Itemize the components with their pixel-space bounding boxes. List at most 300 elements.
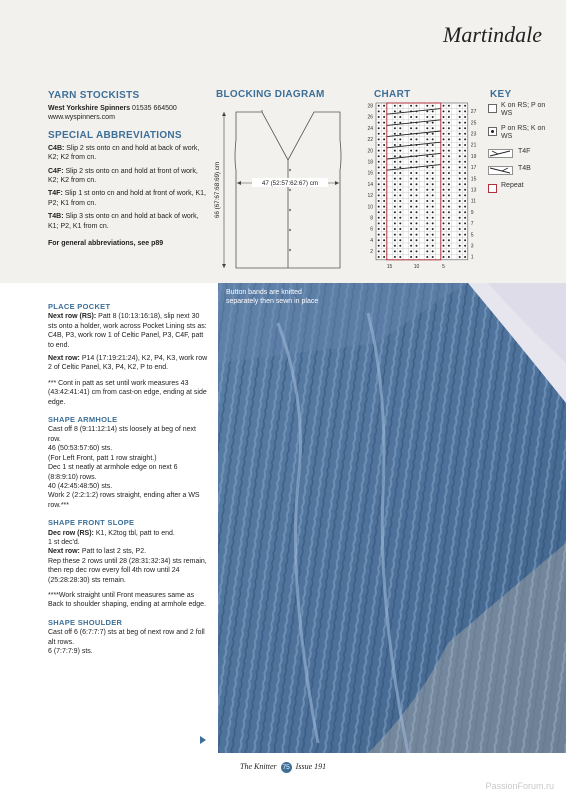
purl-dot — [378, 183, 380, 185]
chart-row-label: 8 — [370, 215, 373, 222]
purl-dot — [464, 172, 466, 174]
chart-row-label: 5 — [470, 232, 474, 239]
purl-dot — [410, 183, 412, 185]
purl-dot — [426, 194, 428, 196]
chart-row-label: 28 — [367, 103, 373, 110]
chart-row-label: 18 — [367, 159, 373, 166]
purl-dot — [383, 105, 385, 107]
purl-dot — [432, 200, 434, 202]
purl-dot — [394, 178, 396, 180]
purl-dot — [432, 122, 434, 124]
purl-dot — [394, 110, 396, 112]
purl-dot — [464, 228, 466, 230]
shape-front-slope-heading: SHAPE FRONT SLOPE — [48, 518, 135, 528]
purl-dot — [416, 178, 418, 180]
issue-number: Issue 191 — [295, 762, 327, 771]
chart-row-label: 10 — [367, 204, 373, 211]
chart-row-label: 1 — [470, 254, 474, 261]
purl-dot — [459, 122, 461, 124]
yarn-website[interactable]: www.wyspinners.com — [48, 114, 115, 122]
purl-dot — [416, 150, 418, 152]
purl-dot — [394, 172, 396, 174]
continue-arrow-icon — [200, 736, 206, 744]
purl-dot — [448, 217, 450, 219]
purl-dot — [448, 183, 450, 185]
purl-dot — [383, 211, 385, 213]
purl-dot — [378, 105, 380, 107]
purl-dot — [399, 250, 401, 252]
page-title: Martindale — [443, 22, 542, 47]
purl-dot — [383, 194, 385, 196]
purl-dot — [448, 172, 450, 174]
purl-dot — [464, 155, 466, 157]
purl-dot — [464, 234, 466, 236]
purl-dot — [443, 172, 445, 174]
chart-row-label: 14 — [367, 181, 373, 188]
purl-dot — [383, 110, 385, 112]
key-item-knit: K on RS; P on WS — [488, 102, 558, 120]
purl-dot — [464, 217, 466, 219]
purl-dot — [416, 127, 418, 129]
purl-dot — [432, 150, 434, 152]
purl-dot — [426, 239, 428, 241]
purl-dot — [416, 239, 418, 241]
purl-dot — [378, 200, 380, 202]
purl-dot — [426, 166, 428, 168]
purl-dot — [432, 110, 434, 112]
purl-dot — [426, 178, 428, 180]
purl-dot — [448, 166, 450, 168]
purl-dot — [416, 200, 418, 202]
purl-dot — [399, 189, 401, 191]
purl-dot — [426, 206, 428, 208]
height-label: 66 (67:67:68:69) cm — [214, 161, 221, 219]
purl-dot — [464, 194, 466, 196]
info-column — [48, 90, 208, 252]
chart-row-label: 26 — [367, 114, 373, 121]
purl-dot — [426, 200, 428, 202]
purl-dot — [378, 150, 380, 152]
purl-dot — [448, 250, 450, 252]
purl-dot — [394, 256, 396, 258]
purl-dot — [394, 222, 396, 224]
shape-armhole-heading: SHAPE ARMHOLE — [48, 415, 118, 425]
purl-dot — [426, 256, 428, 258]
purl-dot — [394, 200, 396, 202]
knit-fabric-photo — [218, 283, 566, 753]
purl-dot — [443, 194, 445, 196]
purl-dot — [426, 110, 428, 112]
purl-dot — [378, 122, 380, 124]
purl-dot — [432, 217, 434, 219]
purl-dot — [459, 217, 461, 219]
purl-dot — [464, 222, 466, 224]
purl-dot — [443, 122, 445, 124]
purl-dot — [432, 138, 434, 140]
purl-dot — [378, 116, 380, 118]
purl-dot — [459, 150, 461, 152]
purl-dot — [448, 105, 450, 107]
purl-dot — [410, 200, 412, 202]
purl-dot — [464, 183, 466, 185]
purl-dot — [410, 250, 412, 252]
purl-dot — [432, 161, 434, 163]
chart-row-label: 3 — [470, 243, 474, 250]
purl-dot — [378, 245, 380, 247]
purl-dot — [443, 256, 445, 258]
magazine-name: The Knitter — [240, 762, 277, 771]
purl-dot — [399, 217, 401, 219]
purl-dot — [448, 178, 450, 180]
purl-dot — [464, 138, 466, 140]
purl-dot — [426, 155, 428, 157]
purl-dot — [459, 183, 461, 185]
purl-dot — [443, 183, 445, 185]
purl-dot — [426, 250, 428, 252]
purl-dot — [410, 234, 412, 236]
purl-dot — [378, 189, 380, 191]
purl-dot — [410, 150, 412, 152]
purl-dot — [443, 222, 445, 224]
purl-dot — [394, 239, 396, 241]
purl-dot — [383, 138, 385, 140]
purl-dot — [448, 150, 450, 152]
purl-dot — [394, 228, 396, 230]
purl-dot — [464, 166, 466, 168]
purl-dot — [394, 166, 396, 168]
purl-dot — [426, 217, 428, 219]
purl-dot — [464, 150, 466, 152]
purl-dot — [432, 127, 434, 129]
purl-dot — [410, 138, 412, 140]
chart-row-label: 13 — [470, 187, 477, 194]
purl-dot — [410, 206, 412, 208]
purl-dot — [394, 133, 396, 135]
repeat-box-icon — [488, 184, 497, 193]
purl-dot — [378, 217, 380, 219]
purl-dot — [416, 222, 418, 224]
purl-dot — [416, 256, 418, 258]
purl-dot — [399, 211, 401, 213]
purl-dot — [459, 127, 461, 129]
purl-dot — [459, 206, 461, 208]
page-footer — [240, 762, 326, 773]
purl-dot — [459, 144, 461, 146]
purl-dot — [410, 161, 412, 163]
purl-dot — [448, 211, 450, 213]
t4f-cable-icon — [488, 148, 516, 160]
chart-col-label: 15 — [386, 263, 393, 270]
purl-dot — [416, 206, 418, 208]
purl-dot — [432, 172, 434, 174]
purl-dot — [443, 138, 445, 140]
purl-dot — [399, 133, 401, 135]
purl-dot — [432, 206, 434, 208]
purl-dot — [399, 110, 401, 112]
purl-dot — [426, 234, 428, 236]
chart-col-label: 5 — [442, 263, 445, 270]
purl-dot — [416, 217, 418, 219]
purl-dot — [378, 222, 380, 224]
purl-dot — [378, 206, 380, 208]
purl-dot — [464, 110, 466, 112]
blocking-heading: BLOCKING DIAGRAM — [216, 89, 325, 100]
purl-dot — [410, 116, 412, 118]
purl-dot — [432, 256, 434, 258]
purl-dot — [426, 122, 428, 124]
purl-dot — [464, 245, 466, 247]
purl-dot — [394, 161, 396, 163]
purl-dot — [399, 155, 401, 157]
purl-dot — [383, 166, 385, 168]
abbrev-item: T4F: Slip 1 st onto cn and hold at front of work, K1, P2; K1 from cn. — [48, 190, 206, 207]
purl-dot — [378, 250, 380, 252]
purl-dot — [394, 206, 396, 208]
purl-dot — [394, 116, 396, 118]
abbrev-heading: SPECIAL ABBREVIATIONS — [48, 129, 182, 141]
purl-dot — [378, 166, 380, 168]
purl-dot — [432, 105, 434, 107]
purl-dot — [459, 250, 461, 252]
purl-dot — [416, 228, 418, 230]
purl-dot — [459, 239, 461, 241]
purl-dot — [383, 178, 385, 180]
purl-dot — [443, 211, 445, 213]
purl-dot — [464, 239, 466, 241]
abbrev-item: T4B: Slip 3 sts onto cn and hold at back of work, K1; P2, K1 from cn. — [48, 213, 199, 230]
purl-dot — [383, 245, 385, 247]
purl-dot — [448, 144, 450, 146]
purl-dot — [426, 161, 428, 163]
purl-dot — [426, 133, 428, 135]
purl-dot — [394, 183, 396, 185]
purl-dot — [464, 250, 466, 252]
purl-dot — [443, 166, 445, 168]
chart-row-label: 16 — [367, 170, 373, 177]
purl-dot — [416, 245, 418, 247]
purl-dot — [459, 256, 461, 258]
purl-dot — [383, 172, 385, 174]
purl-dot — [426, 183, 428, 185]
purl-dot — [464, 256, 466, 258]
purl-dot — [399, 172, 401, 174]
purl-dot — [378, 228, 380, 230]
purl-dot — [426, 172, 428, 174]
purl-dot — [448, 206, 450, 208]
chart-row-label: 11 — [470, 198, 477, 205]
purl-dot — [410, 194, 412, 196]
blocking-diagram — [210, 100, 360, 275]
purl-dot — [443, 228, 445, 230]
purl-dot — [432, 189, 434, 191]
purl-dot — [399, 122, 401, 124]
purl-dot — [394, 245, 396, 247]
purl-dot — [432, 133, 434, 135]
photo-caption: Button bands are knitted separately then sewn in place — [226, 289, 319, 305]
purl-dot — [459, 245, 461, 247]
purl-dot — [416, 250, 418, 252]
purl-dot — [443, 161, 445, 163]
purl-dot — [383, 228, 385, 230]
purl-dot — [378, 161, 380, 163]
purl-dot — [432, 222, 434, 224]
purl-dot — [416, 194, 418, 196]
purl-dot — [459, 200, 461, 202]
chart-row-label: 15 — [470, 176, 477, 183]
purl-dot — [448, 155, 450, 157]
purl-dot — [394, 138, 396, 140]
chart-row-label: 2 — [370, 249, 373, 256]
purl-dot — [459, 222, 461, 224]
purl-dot — [399, 239, 401, 241]
purl-dot — [383, 206, 385, 208]
key-item-repeat: Repeat — [488, 182, 558, 194]
general-abbrev-note: For general abbreviations, see p89 — [48, 240, 164, 248]
purl-dot — [399, 138, 401, 140]
chart-key — [488, 102, 558, 199]
purl-dot — [383, 189, 385, 191]
purl-dot — [426, 222, 428, 224]
purl-dot — [459, 211, 461, 213]
chart-row-label: 4 — [370, 237, 373, 244]
chart-row-label: 19 — [470, 153, 477, 160]
purl-dot — [443, 116, 445, 118]
purl-dot — [383, 150, 385, 152]
purl-dot — [459, 194, 461, 196]
purl-dot — [459, 189, 461, 191]
yarn-heading: YARN STOCKISTS — [48, 90, 140, 101]
width-label: 47 (52:57:62:67) cm — [261, 180, 319, 187]
purl-dot — [464, 133, 466, 135]
purl-dot — [443, 189, 445, 191]
purl-dot — [394, 150, 396, 152]
purl-dot — [378, 256, 380, 258]
purl-dot — [459, 228, 461, 230]
purl-dot — [443, 150, 445, 152]
purl-dot — [459, 234, 461, 236]
shape-shoulder-heading: SHAPE SHOULDER — [48, 617, 123, 627]
purl-dot — [394, 234, 396, 236]
chart-row-label: 17 — [470, 165, 477, 172]
purl-dot — [464, 122, 466, 124]
purl-dot — [448, 116, 450, 118]
knitting-chart — [362, 100, 482, 278]
purl-dot — [448, 189, 450, 191]
purl-dot — [459, 110, 461, 112]
purl-dot — [416, 211, 418, 213]
chart-row-label: 6 — [370, 226, 373, 233]
purl-dot — [383, 116, 385, 118]
purl-dot — [410, 245, 412, 247]
purl-dot — [426, 211, 428, 213]
purl-dot — [448, 200, 450, 202]
purl-dot — [464, 116, 466, 118]
purl-dot — [399, 116, 401, 118]
key-item-t4f: T4F — [488, 148, 558, 160]
purl-dot — [383, 234, 385, 236]
purl-dot — [448, 133, 450, 135]
purl-dot — [383, 155, 385, 157]
purl-dot — [378, 239, 380, 241]
purl-dot — [383, 250, 385, 252]
purl-dot — [443, 133, 445, 135]
purl-dot — [464, 105, 466, 107]
purl-dot — [399, 234, 401, 236]
purl-dot — [448, 194, 450, 196]
purl-dot — [378, 211, 380, 213]
purl-dot — [399, 127, 401, 129]
purl-dot — [383, 122, 385, 124]
purl-dot — [432, 166, 434, 168]
pattern-instructions: PLACE POCKET Next row (RS): Patt 8 (10:13:16:18), slip next 30 sts onto a holder, work across Pocket Lining sts as: C4B, P3, work row 1 of Celtic Panel, P3, C4F, patt to end. Next row: P14 (17:19:21:24), K2, P4, K3, work row 2 of Celtic Panel, K3, P4, K2, P to end. *** Cont in patt as set until work measures 43 (43:42:41:41) cm from cast-on edge, ending at side edge. SHAPE ARMHOLE Cast off 8 (9:11:12:14) sts loosely at beg of next row. 46 (50:53:57:60) sts. (For Left Front, patt 1 row straight.) Dec 1 st neatly at armhole edge on next 6 (8:8:9:10) rows. 40 (42:45:48:50) sts. Work 2 (2:2:1:2) rows straight, ending after a WS row.*** SHAPE FRONT SLOPE Dec row (RS): K1, K2tog tbl, patt to end. 1 st dec'd. Next row: Patt to last 2 sts, P2. Rep these 2 rows until 28 (28:31:32:34) sts remain, then rep dec row every foll 4th row until 24 (25:28:28:30) sts remain. ****Work straight until Front measures same as Back to shoulder shaping, ending at armhole edge. SHAPE SHOULDER Cast off 6 (6:7:7:7) sts at beg of next row and 2 foll alt rows. 6 (7:7:7:9) sts. — [48, 302, 208, 655]
purl-dot — [378, 127, 380, 129]
purl-dot — [448, 228, 450, 230]
purl-dot — [426, 228, 428, 230]
purl-dot — [399, 150, 401, 152]
chart-row-label: 7 — [470, 221, 474, 228]
purl-dot — [426, 150, 428, 152]
chart-row-label: 24 — [367, 125, 373, 132]
abbrev-item: C4F: Slip 2 sts onto cn and hold at front of work, K2; K2 from cn. — [48, 167, 198, 185]
purl-dot — [432, 155, 434, 157]
purl-dot — [448, 256, 450, 258]
purl-dot — [443, 178, 445, 180]
purl-dot — [394, 122, 396, 124]
purl-dot — [399, 206, 401, 208]
purl-dot — [459, 138, 461, 140]
chart-row-label: 22 — [367, 137, 373, 144]
purl-dot — [394, 194, 396, 196]
purl-dot — [394, 155, 396, 157]
chart-heading: CHART — [374, 89, 411, 100]
purl-dot — [416, 161, 418, 163]
yarn-phone: 01535 664500 — [130, 105, 177, 112]
purl-dot — [399, 105, 401, 107]
blank-square-icon — [488, 104, 497, 113]
purl-dot — [383, 239, 385, 241]
purl-dot — [416, 138, 418, 140]
purl-dot — [464, 189, 466, 191]
purl-dot — [378, 172, 380, 174]
purl-dot — [394, 144, 396, 146]
purl-dot — [416, 116, 418, 118]
purl-dot — [464, 206, 466, 208]
purl-dot — [448, 138, 450, 140]
purl-dot — [443, 206, 445, 208]
abbrev-item: C4B: Slip 2 sts onto cn and hold at back of work, K2; K2 from cn. — [48, 144, 200, 162]
purl-dot — [410, 127, 412, 129]
purl-dot — [426, 144, 428, 146]
t4b-cable-icon — [488, 165, 516, 177]
purl-dot — [432, 144, 434, 146]
page-number: 75 — [282, 764, 290, 771]
chart-row-label: 23 — [470, 131, 477, 138]
purl-dot — [394, 127, 396, 129]
purl-dot — [443, 239, 445, 241]
place-pocket-heading: PLACE POCKET — [48, 302, 111, 311]
key-item-t4b: T4B — [488, 165, 558, 177]
purl-dot — [464, 211, 466, 213]
chart-row-label: 20 — [367, 148, 373, 155]
purl-dot — [432, 228, 434, 230]
purl-dot — [399, 228, 401, 230]
purl-dot — [448, 122, 450, 124]
purl-dot — [410, 211, 412, 213]
purl-dot — [410, 172, 412, 174]
purl-dot — [443, 245, 445, 247]
purl-dot — [443, 234, 445, 236]
purl-dot — [383, 217, 385, 219]
